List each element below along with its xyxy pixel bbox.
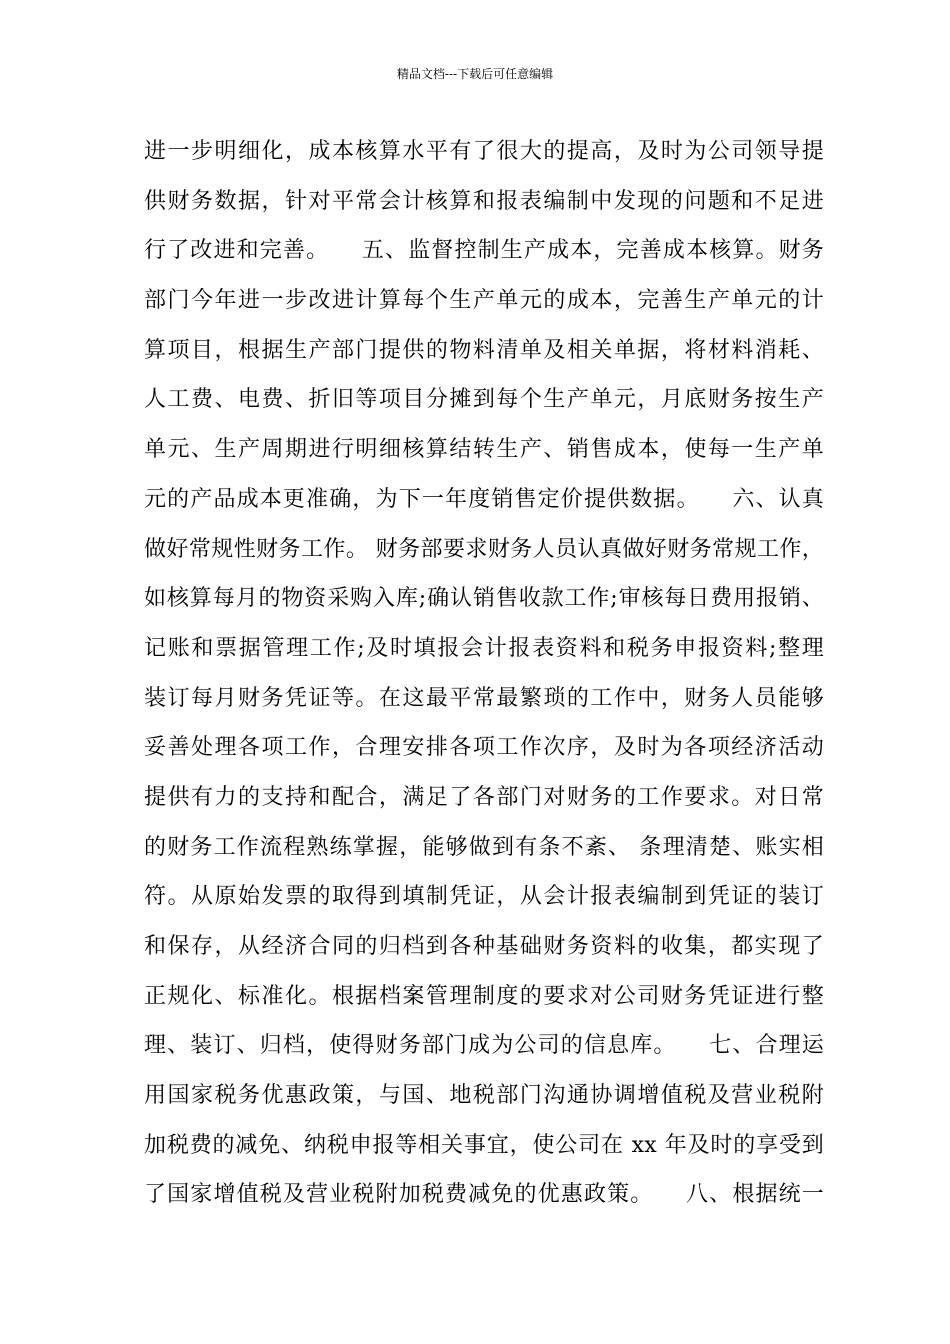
text-line: 行了改进和完善。 五、监督控制生产成本，完善成本核算。财务: [144, 238, 824, 264]
text-line: 装订每月财务凭证等。在这最平常最繁琐的工作中，财务人员能够: [144, 685, 824, 711]
text-line: 单元、生产周期进行明细核算结转生产、销售成本，使每一生产单: [144, 437, 824, 463]
body-text: [144, 127, 824, 1220]
text-line: 元的产品成本更准确，为下一年度销售定价提供数据。 六、认真: [144, 486, 824, 512]
text-line: 加税费的减免、纳税申报等相关事宜，使公司在 xx 年及时的享受到: [144, 1132, 824, 1158]
text-line: 妥善处理各项工作，合理安排各项工作次序，及时为各项经济活动: [144, 735, 824, 761]
page-header: 精品文档---下载后可任意编辑: [396, 67, 554, 81]
text-line: 部门今年进一步改进计算每个生产单元的成本，完善生产单元的计: [144, 288, 824, 314]
text-line: 理、装订、归档，使得财务部门成为公司的信息库。 七、合理运: [144, 1033, 824, 1059]
text-line: 正规化、标准化。根据档案管理制度的要求对公司财务凭证进行整: [144, 983, 824, 1009]
text-line: 供财务数据，针对平常会计核算和报表编制中发现的问题和不足进: [144, 188, 824, 214]
text-line: 用国家税务优惠政策，与国、地税部门沟通协调增值税及营业税附: [144, 1083, 824, 1109]
text-line: 记账和票据管理工作;及时填报会计报表资料和税务申报资料;整理: [144, 635, 824, 661]
text-line: 做好常规性财务工作。 财务部要求财务人员认真做好财务常规工作，: [144, 536, 824, 562]
text-line: 的财务工作流程熟练掌握，能够做到有条不紊、 条理清楚、账实相: [144, 834, 824, 860]
text-line: 算项目，根据生产部门提供的物料清单及相关单据，将材料消耗、: [144, 337, 824, 363]
text-line: 进一步明细化，成本核算水平有了很大的提高，及时为公司领导提: [144, 139, 824, 164]
text-line: 人工费、电费、折旧等项目分摊到每个生产单元，月底财务按生产: [144, 387, 824, 413]
text-line: 和保存，从经济合同的归档到各种基础财务资料的收集，都实现了: [144, 934, 824, 959]
text-line: 如核算每月的物资采购入库;确认销售收款工作;审核每日费用报销、: [144, 586, 824, 612]
text-line: 符。从原始发票的取得到填制凭证，从会计报表编制到凭证的装订: [144, 884, 824, 910]
text-line: 提供有力的支持和配合，满足了各部门对财务的工作要求。对日常: [144, 784, 824, 810]
text-line: 了国家增值税及营业税附加税费减免的优惠政策。 八、根据统一: [144, 1182, 824, 1208]
